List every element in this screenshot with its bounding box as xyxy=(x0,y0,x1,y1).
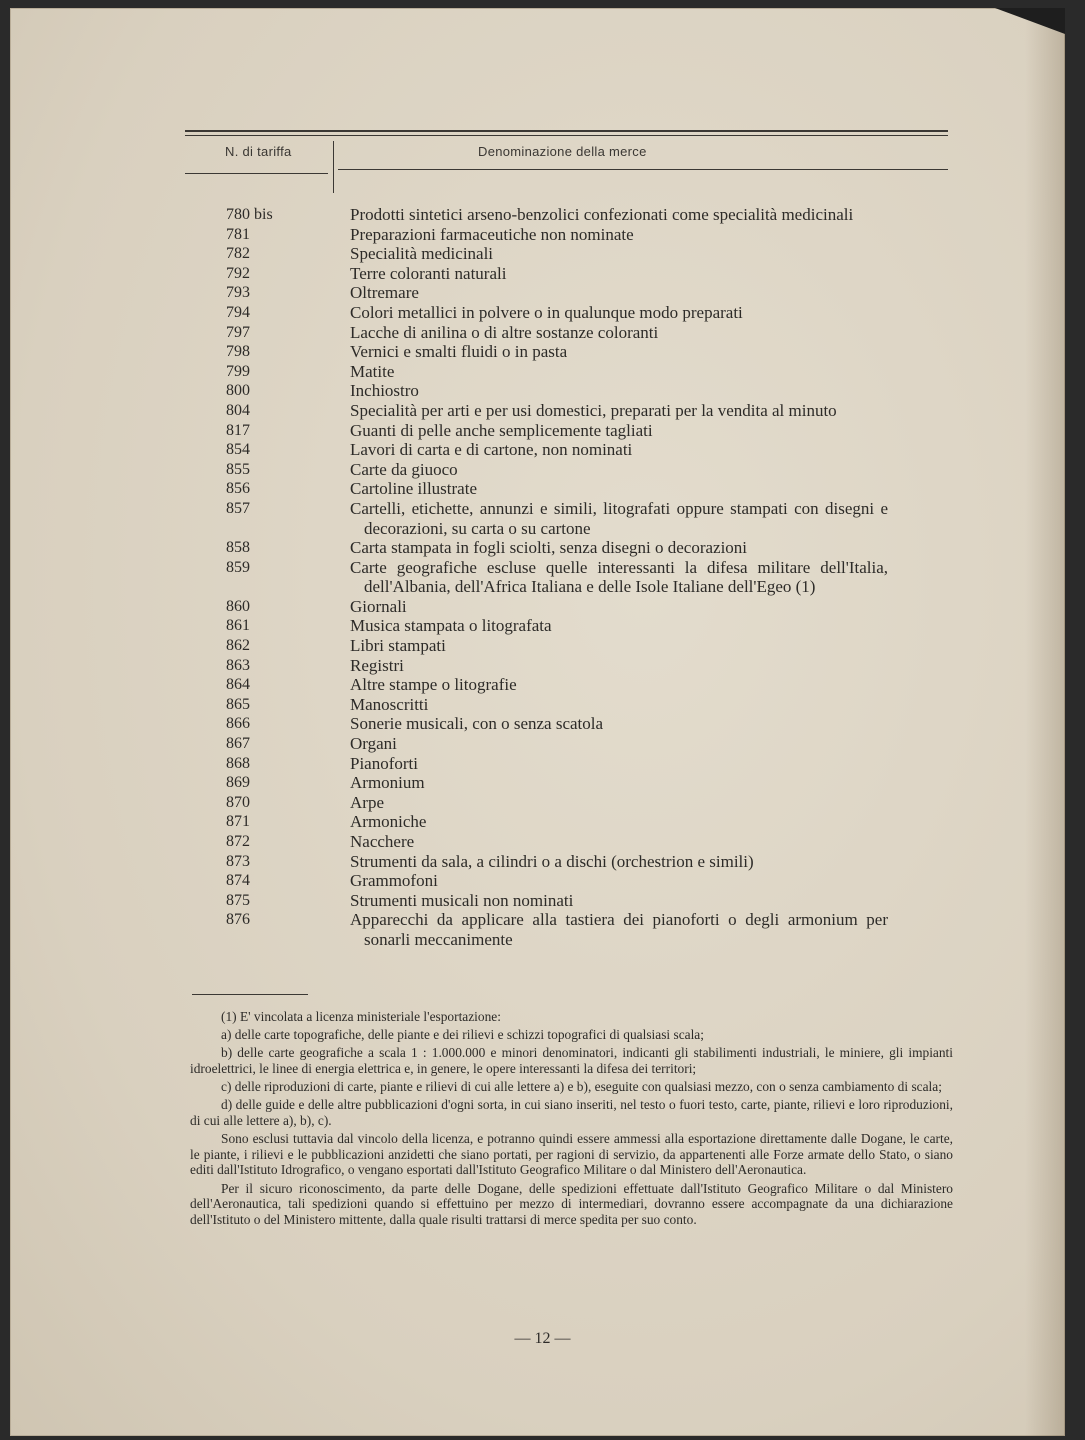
tariff-number: 874 xyxy=(226,872,250,890)
goods-description: Specialità per arti e per usi domestici, preparati per la vendita al minuto xyxy=(350,400,837,420)
tariff-number: 792 xyxy=(226,264,250,282)
table-row xyxy=(0,656,1055,676)
column-header-goods-description: Denominazione della merce xyxy=(478,144,647,159)
goods-description: Carte da giuoco xyxy=(350,459,458,479)
tariff-number: 780 bis xyxy=(226,206,273,223)
footnote-paragraph: c) delle riproduzioni di carte, piante e rilievi di cui alle lettere a) e b), eseguite con qualsiasi mezzo, con o senza cambiamento di scala; xyxy=(221,1079,942,1095)
goods-description: Cartelli, etichette, annunzi e simili, litografati oppure stampati con disegni e decorazioni, su carta o su cartone xyxy=(350,498,888,538)
table-row xyxy=(0,558,1055,597)
goods-description: Terre coloranti naturali xyxy=(350,263,507,283)
table-row xyxy=(0,381,1055,401)
table-row xyxy=(0,852,1055,872)
header-rule-bottom-left xyxy=(185,173,328,174)
tariff-number: 797 xyxy=(226,323,250,341)
goods-description: Nacchere xyxy=(350,832,415,851)
footnote-paragraph: d) delle guide e delle altre pubblicazioni d'ogni sorta, in cui siano inseriti, nel testo o fuori testo, carte, piante, rilievi e loro riproduzioni, di cui alle lettere a), b), c). xyxy=(190,1097,953,1128)
table-row xyxy=(0,460,1055,480)
table-row xyxy=(0,401,1055,421)
table-row xyxy=(0,832,1055,852)
table-row xyxy=(0,205,1055,225)
table-row xyxy=(0,225,1055,245)
tariff-number: 798 xyxy=(226,343,250,361)
table-row xyxy=(0,421,1055,441)
header-column-divider xyxy=(333,141,334,193)
goods-description: Musica stampata o litografata xyxy=(350,616,552,636)
tariff-number: 861 xyxy=(226,617,250,635)
header-rule-top-thin xyxy=(185,135,948,136)
table-row xyxy=(0,264,1055,284)
footnote-paragraph: (1) E' vincolata a licenza ministeriale l'esportazione: xyxy=(221,1009,501,1024)
tariff-number: 781 xyxy=(226,225,250,243)
goods-description: Apparecchi da applicare alla tastiera dei pianoforti o degli armonium per sonarli meccanimente xyxy=(350,910,888,949)
tariff-number: 873 xyxy=(226,852,250,870)
goods-description: Libri stampati xyxy=(350,636,446,656)
footnote-paragraph: a) delle carte topografiche, delle piante e dei rilievi e schizzi topografici di qualsiasi scala; xyxy=(221,1027,704,1043)
table-row xyxy=(0,675,1055,695)
table-row xyxy=(0,636,1055,656)
tariff-number: 855 xyxy=(226,460,250,478)
table-row xyxy=(0,440,1055,460)
goods-description: Arpe xyxy=(350,792,384,812)
table-row xyxy=(0,910,1055,949)
goods-description: Giornali xyxy=(350,596,407,616)
tariff-number: 862 xyxy=(226,637,250,655)
tariff-number: 817 xyxy=(226,421,250,439)
table-row xyxy=(0,244,1055,264)
table-row xyxy=(0,812,1055,832)
goods-description: Registri xyxy=(350,655,404,675)
goods-description: Specialità medicinali xyxy=(350,244,494,264)
tariff-number: 804 xyxy=(226,401,250,419)
table-row xyxy=(0,538,1055,558)
footnote-paragraph: b) delle carte geografiche a scala 1 : 1.000.000 e minori denominatori, indicanti gli stabilimenti industriali, le miniere, gli impianti idroelettrici, le linee di energia elettrica e, in genere, le opere interessanti la difesa dei territori; xyxy=(190,1045,953,1076)
goods-description: Carte geografiche escluse quelle interessanti la difesa militare dell'Italia, dell'Albania, dell'Africa Italiana e delle Isole Italiane dell'Egeo (1) xyxy=(350,557,888,597)
table-row xyxy=(0,283,1055,303)
goods-description: Grammofoni xyxy=(350,871,438,891)
tariff-number: 871 xyxy=(226,813,250,831)
goods-description: Vernici e smalti fluidi o in pasta xyxy=(350,342,568,362)
table-row xyxy=(0,734,1055,754)
goods-description: Strumenti musicali non nominati xyxy=(350,890,574,910)
table-row xyxy=(0,754,1055,774)
tariff-number: 800 xyxy=(226,382,250,400)
goods-description: Carta stampata in fogli sciolti, senza disegni o decorazioni xyxy=(350,538,748,558)
footnote-paragraph: Sono esclusi tuttavia dal vincolo della licenza, e potranno quindi essere ammessi alla esportazione direttamente dalle Dogane, le carte, le piante, i rilievi e le pubblicazioni anzidetti che siano portati, per ragioni di servizio, da appartenenti alle Forze armate dello Stato, o siano editi dall'Istituto Idrografico, o vengano esportati dall'Istituto Geografico Militare o dal Ministero dell'Aeronautica. xyxy=(190,1131,953,1178)
header-rule-bottom-right xyxy=(338,169,948,170)
goods-description: Oltremare xyxy=(350,283,419,303)
table-row xyxy=(0,479,1055,499)
table-row xyxy=(0,323,1055,343)
table-row xyxy=(0,773,1055,793)
goods-description: Inchiostro xyxy=(350,381,419,401)
goods-description: Guanti di pelle anche semplicemente tagliati xyxy=(350,420,653,440)
tariff-number: 799 xyxy=(226,362,250,380)
goods-description: Preparazioni farmaceutiche non nominate xyxy=(350,224,634,244)
tariff-number: 870 xyxy=(226,793,250,811)
column-header-tariff-number: N. di tariffa xyxy=(225,144,292,159)
table-row xyxy=(0,891,1055,911)
tariff-number: 782 xyxy=(226,245,250,263)
tariff-number: 872 xyxy=(226,833,250,850)
goods-description: Strumenti da sala, a cilindri o a dischi (orchestrion e simili) xyxy=(350,851,754,871)
page-corner xyxy=(995,8,1065,34)
tariff-number: 860 xyxy=(226,597,250,615)
tariff-number: 869 xyxy=(226,774,250,792)
table-row xyxy=(0,597,1055,617)
goods-description: Prodotti sintetici arseno-benzolici confezionati come specialità medicinali xyxy=(350,205,854,224)
table-row xyxy=(0,695,1055,715)
tariff-number: 866 xyxy=(226,715,250,733)
tariff-number: 857 xyxy=(226,499,250,517)
tariff-number: 859 xyxy=(226,558,250,576)
footnote-paragraph: Per il sicuro riconoscimento, da parte delle Dogane, delle spedizioni effettuate dall'Istituto Geografico Militare o dal Ministero dell'Aeronautica, tali spedizioni quando si effettuino per mezzo di intermediari, dovranno essere accompagnate da una dichiarazione dell'Istituto o del Ministero mittente, dalla quale risulti trattarsi di merce spedita per suo conto. xyxy=(190,1180,953,1227)
goods-description: Cartoline illustrate xyxy=(350,479,477,499)
goods-description: Matite xyxy=(350,361,395,381)
tariff-number: 865 xyxy=(226,695,250,713)
tariff-number: 856 xyxy=(226,480,250,498)
goods-description: Organi xyxy=(350,734,397,754)
tariff-number: 876 xyxy=(226,911,250,929)
table-row xyxy=(0,616,1055,636)
tariff-number: 867 xyxy=(226,735,250,753)
table-row xyxy=(0,499,1055,538)
tariff-number: 863 xyxy=(226,656,250,674)
header-rule-top xyxy=(185,130,948,132)
goods-description: Armonium xyxy=(350,773,425,793)
goods-description: Colori metallici in polvere o in qualunque modo preparati xyxy=(350,302,743,322)
table-row xyxy=(0,362,1055,382)
table-row xyxy=(0,871,1055,891)
tariff-number: 875 xyxy=(226,891,250,909)
footnotes xyxy=(190,1009,953,1230)
table-row xyxy=(0,342,1055,362)
table-row xyxy=(0,714,1055,734)
footnote-rule xyxy=(192,994,308,995)
table-row xyxy=(0,303,1055,323)
goods-description: Altre stampe o litografie xyxy=(350,675,517,695)
tariff-number: 868 xyxy=(226,754,250,772)
tariff-number: 793 xyxy=(226,284,250,302)
tariff-number: 854 xyxy=(226,441,250,459)
goods-description: Sonerie musicali, con o senza scatola xyxy=(350,714,604,734)
page-number: — 12 — xyxy=(514,1330,571,1347)
goods-description: Lacche di anilina o di altre sostanze coloranti xyxy=(350,322,659,342)
goods-description: Armoniche xyxy=(350,812,427,832)
tariff-table xyxy=(0,205,1055,950)
goods-description: Lavori di carta e di cartone, non nominati xyxy=(350,440,633,460)
tariff-number: 794 xyxy=(226,303,250,321)
goods-description: Pianoforti xyxy=(350,753,418,773)
goods-description: Manoscritti xyxy=(350,694,429,714)
tariff-number: 864 xyxy=(226,676,250,694)
table-row xyxy=(0,793,1055,813)
tariff-number: 858 xyxy=(226,539,250,557)
